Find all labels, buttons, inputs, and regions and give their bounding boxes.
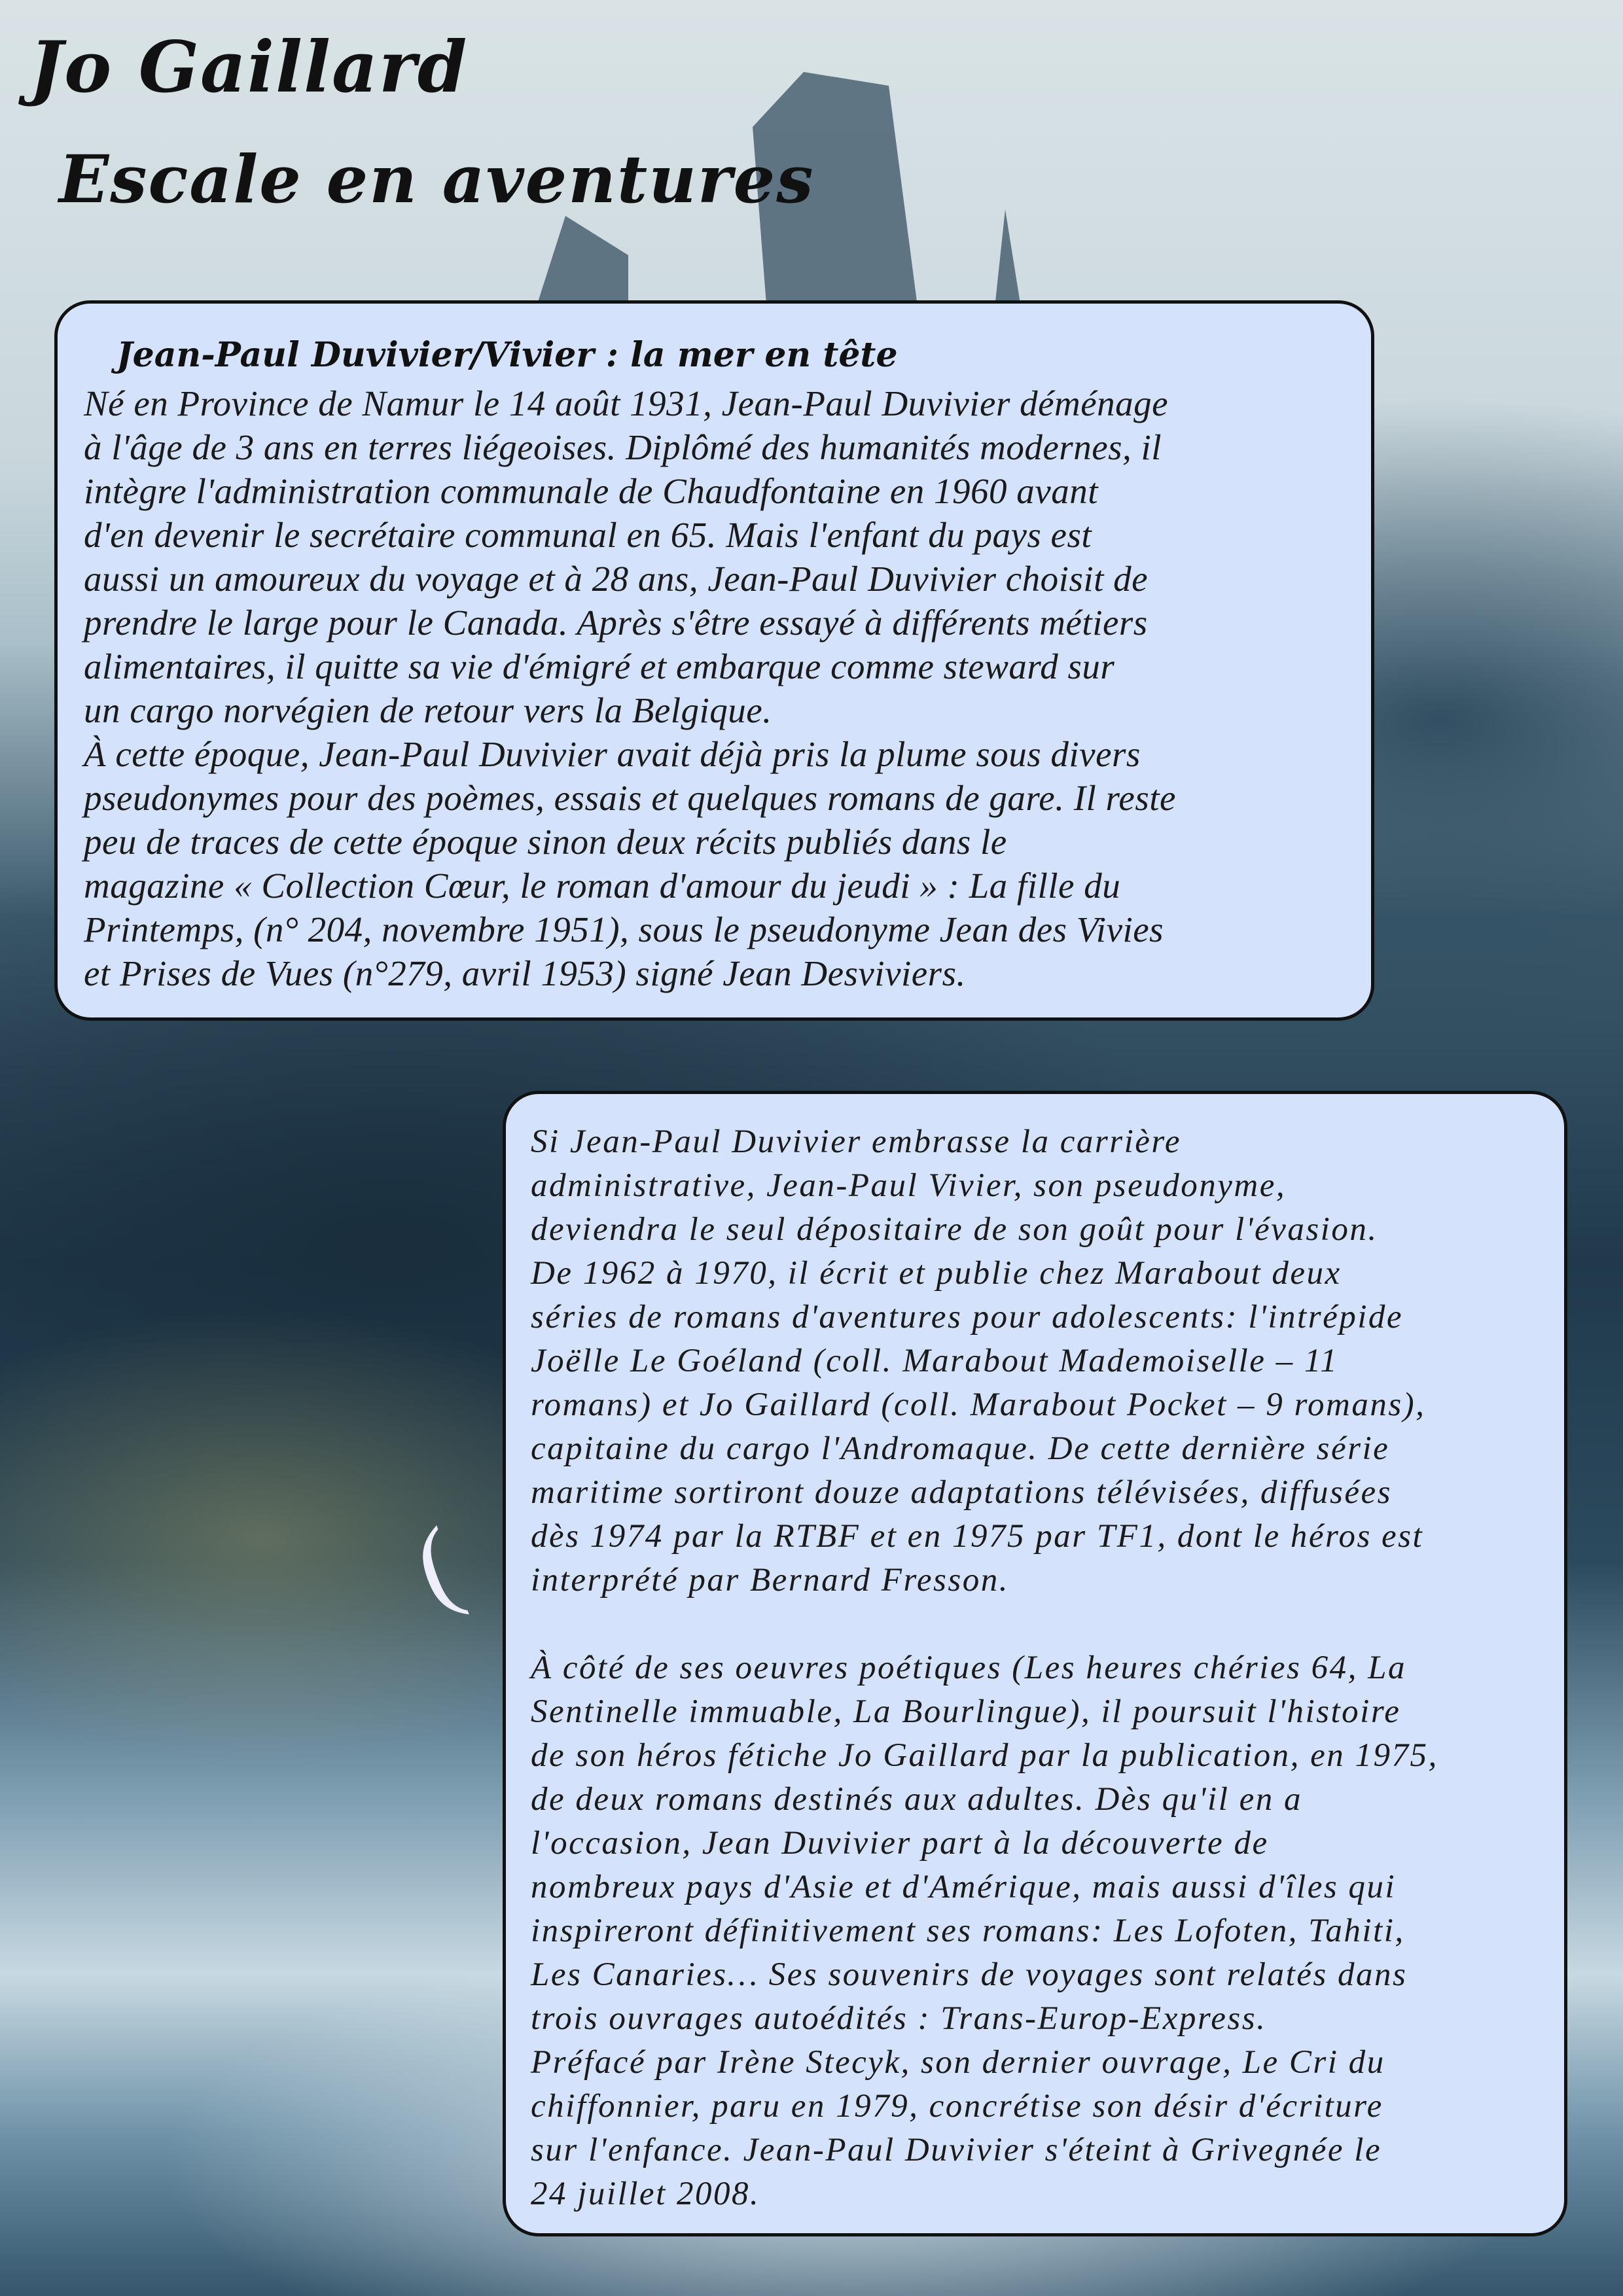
text-line: chiffonnier, paru en 1979, concrétise son désir d'écriture [531, 2088, 1383, 2125]
text-line: administrative, Jean-Paul Vivier, son pseudonyme, [531, 1167, 1287, 1204]
section-heading: Jean-Paul Duvivier/Vivier : la mer en tête [116, 335, 898, 375]
text-line: pseudonymes pour des poèmes, essais et quelques romans de gare. Il reste [84, 778, 1176, 818]
text-line: dès 1974 par la RTBF et en 1975 par TF1, dont le héros est [531, 1518, 1424, 1555]
career-box [503, 1091, 1567, 2236]
rock-spire [995, 209, 1021, 308]
text-line: sur l'enfance. Jean-Paul Duvivier s'éteint à Grivegnée le [531, 2132, 1382, 2168]
text-line: et Prises de Vues (n°279, avril 1953) signé Jean Desviviers. [84, 953, 966, 993]
text-line: d'en devenir le secrétaire communal en 65. Mais l'enfant du pays est [84, 515, 1092, 555]
page-title: Jo Gaillard [29, 26, 469, 109]
text-line: peu de traces de cette époque sinon deux récits publiés dans le [84, 822, 1007, 862]
text-line: séries de romans d'aventures pour adolescents: l'intrépide [531, 1299, 1404, 1335]
text-line: magazine « Collection Cœur, le roman d'amour du jeudi » : La fille du [84, 866, 1121, 906]
text-line: aussi un amoureux du voyage et à 28 ans, Jean-Paul Duvivier choisit de [84, 559, 1149, 599]
text-line: romans) et Jo Gaillard (coll. Marabout Pocket – 9 romans), [531, 1386, 1426, 1423]
text-line: intègre l'administration communale de Chaudfontaine en 1960 avant [84, 471, 1098, 511]
text-line: trois ouvrages autoédités : Trans-Europ-Express. [531, 2000, 1267, 2037]
text-line: À côté de ses oeuvres poétiques (Les heures chéries 64, La [531, 1650, 1407, 1686]
text-line: un cargo norvégien de retour vers la Belgique. [84, 690, 772, 730]
career-paragraph [531, 1120, 1564, 1602]
text-line: prendre le large pour le Canada. Après s'être essayé à différents métiers [84, 603, 1148, 643]
biography-box [54, 300, 1374, 1021]
text-line: l'occasion, Jean Duvivier part à la découverte de [531, 1825, 1269, 1862]
text-line: inspireront définitivement ses romans: Les Lofoten, Tahiti, [531, 1913, 1405, 1949]
text-line: Né en Province de Namur le 14 août 1931, Jean-Paul Duvivier déménage [84, 383, 1169, 423]
text-line: Printemps, (n° 204, novembre 1951), sous le pseudonyme Jean des Vivies [84, 910, 1164, 949]
text-line: à l'âge de 3 ans en terres liégeoises. Diplômé des humanités modernes, il [84, 427, 1162, 467]
text-line: capitaine du cargo l'Andromaque. De cette dernière série [531, 1430, 1390, 1467]
page-subtitle: Escale en aventures [59, 141, 815, 218]
text-line: À cette époque, Jean-Paul Duvivier avait déjà pris la plume sous divers [84, 734, 1141, 774]
works-paragraph [531, 1646, 1564, 2216]
text-line: deviendra le seul dépositaire de son goût pour l'évasion. [531, 1211, 1378, 1248]
seagull-icon: ( [399, 1504, 473, 1626]
text-line: Sentinelle immuable, La Bourlingue), il poursuit l'histoire [531, 1693, 1401, 1730]
text-line: de son héros fétiche Jo Gaillard par la publication, en 1975, [531, 1737, 1438, 1774]
text-line: nombreux pays d'Asie et d'Amérique, mais aussi d'îles qui [531, 1869, 1397, 1905]
text-line: maritime sortiront douze adaptations télévisées, diffusées [531, 1474, 1393, 1511]
text-line: interprété par Bernard Fresson. [531, 1562, 1009, 1598]
text-line: Si Jean-Paul Duvivier embrasse la carrière [531, 1123, 1181, 1160]
text-line: De 1962 à 1970, il écrit et publie chez Marabout deux [531, 1255, 1342, 1292]
biography-text [84, 381, 1371, 995]
text-line: de deux romans destinés aux adultes. Dès qu'il en a [531, 1781, 1303, 1818]
text-line: alimentaires, il quitte sa vie d'émigré et embarque comme steward sur [84, 646, 1115, 686]
text-line: Les Canaries… Ses souvenirs de voyages sont relatés dans [531, 1956, 1408, 1993]
text-line: 24 juillet 2008. [531, 2176, 760, 2212]
text-line: Joëlle Le Goéland (coll. Marabout Mademoiselle – 11 [531, 1343, 1339, 1379]
text-line: Préfacé par Irène Stecyk, son dernier ouvrage, Le Cri du [531, 2044, 1385, 2081]
